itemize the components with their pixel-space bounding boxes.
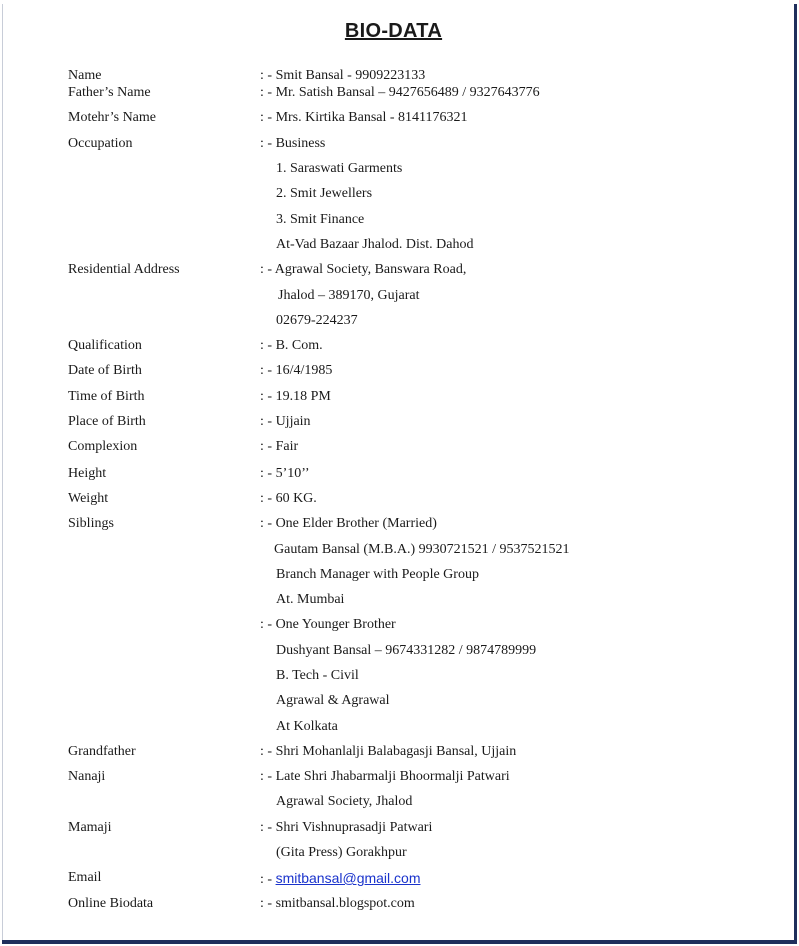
field-value: : - 5’10’’ bbox=[260, 466, 310, 481]
field-label: Motehr’s Name bbox=[68, 110, 156, 125]
field-label: Qualification bbox=[68, 338, 142, 353]
field-value: : - Shri Mohanlalji Balabagasji Bansal, Ujjain bbox=[260, 744, 517, 759]
field-label: Weight bbox=[68, 491, 109, 506]
field-label: Place of Birth bbox=[68, 414, 146, 429]
page-border-left bbox=[2, 4, 3, 942]
field-value: : - One Elder Brother (Married) bbox=[260, 516, 437, 531]
field-label: Complexion bbox=[68, 439, 138, 454]
page-title: BIO-DATA bbox=[344, 20, 443, 42]
field-label: Name bbox=[68, 68, 102, 83]
field-label: Email bbox=[68, 870, 102, 885]
field-value: : - Shri Vishnuprasadji Patwari bbox=[260, 820, 433, 835]
field-value: : - smitbansal.blogspot.com bbox=[260, 896, 415, 911]
field-value: : - Fair bbox=[260, 439, 299, 454]
field-value: : - 19.18 PM bbox=[260, 389, 331, 404]
field-label: Occupation bbox=[68, 136, 133, 151]
field-label: Date of Birth bbox=[68, 363, 142, 378]
field-value: : - B. Com. bbox=[260, 338, 323, 353]
field-label: Height bbox=[68, 466, 107, 481]
field-label: Grandfather bbox=[68, 744, 136, 759]
field-value: : - Late Shri Jhabarmalji Bhoormalji Patwari bbox=[260, 769, 510, 784]
field-value: : - One Younger Brother bbox=[260, 617, 396, 632]
field-label: Nanaji bbox=[68, 769, 106, 784]
field-value: : - Business bbox=[260, 136, 326, 151]
online-biodata-url: smitbansal.blogspot.com bbox=[275, 896, 415, 911]
field-label: Residential Address bbox=[68, 262, 180, 277]
field-label: Father’s Name bbox=[68, 85, 151, 100]
field-value: : - Ujjain bbox=[260, 414, 311, 429]
email-link[interactable]: smitbansal@gmail.com bbox=[275, 870, 421, 886]
page-border-bottom bbox=[2, 940, 797, 944]
field-label: Siblings bbox=[68, 516, 114, 531]
field-value: : - 16/4/1985 bbox=[260, 363, 333, 378]
field-value: : - Agrawal Society, Banswara Road, bbox=[260, 262, 467, 277]
field-value: : - smitbansal@gmail.com bbox=[260, 870, 421, 887]
field-label: Time of Birth bbox=[68, 389, 145, 404]
field-value: : - 60 KG. bbox=[260, 491, 317, 506]
field-value: : - Mr. Satish Bansal – 9427656489 / 9327643776 bbox=[260, 85, 540, 100]
page-border-right bbox=[794, 4, 797, 942]
field-value: : - Smit Bansal - 9909223133 bbox=[260, 68, 426, 83]
biodata-page: BIO-DATA Name : - Smit Bansal - 9909223133 Father’s Name : - Mr. Satish Bansal – 9427656489 / 9327643776 Motehr’s Name : - Mrs. Kirtika Bansal - 8141176321 Occupation : - Business 1. Saraswati Garments 2. Smit Jewellers 3. Smit Finance At-Vad Bazaar Jhalod. Dist. Dahod Residential Address : - Agrawal Society, Banswara Road, Jhalod – 389170, Gujarat 02679-224237 Qualification : - B. Com. Date of Birth : - 16/4/1985 Time of Birth : - 19.18 PM Place of Birth : - Ujjain Complexion : - Fair Height : - 5’10’’ Weight : - 60 KG. Siblings : - One Elder Brother (Married) Gautam Bansal (M.B.A.) 9930721521 / 9537521521 Branch Manager with People Group At. Mumbai : - One Younger Brother Dushyant Bansal – 9674331282 / 9874789999 B. Tech - Civil Agrawal & Agrawal At Kolkata Grandfather : - Shri Mohanlalji Balabagasji Bansal, Ujjain Nanaji : - Late Shri Jhabarmalji Bhoormalji Patwari Agrawal Society, Jhalod Mamaji : - Shri Vishnuprasadji Patwari (Gita Press) Gorakhpur Email : - smitbansal@gmail.com Online Biodata : - smitbansal.blogspot.com bbox=[0, 0, 799, 946]
field-value: : - Mrs. Kirtika Bansal - 8141176321 bbox=[260, 110, 468, 125]
field-label: Mamaji bbox=[68, 820, 112, 835]
field-label: Online Biodata bbox=[68, 896, 154, 911]
